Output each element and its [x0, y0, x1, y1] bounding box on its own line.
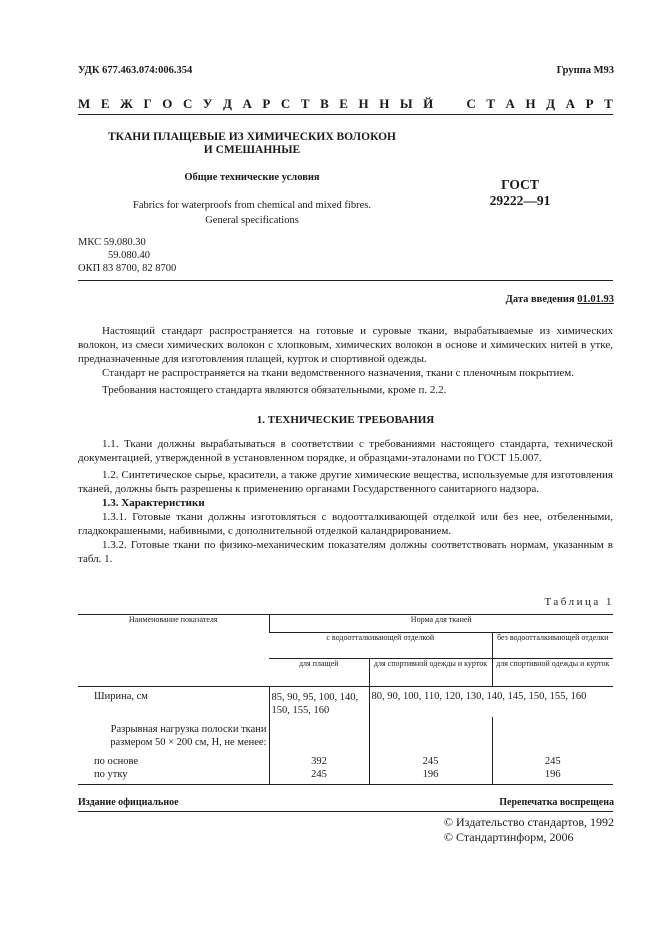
introduction-date: Дата введения 01.01.93	[505, 294, 614, 305]
table-row: Разрывная нагрузка полоски ткани размером 50 × 200 см, Н, не менее:	[78, 717, 613, 755]
header-indicator: Наименование показателя	[78, 615, 269, 687]
specifications-table	[78, 614, 613, 785]
document-subtitle: Общие технические условия	[184, 172, 320, 183]
paragraph: 1.1. Ткани должны вырабатываться в соответствии с требованиями настоящего стандарта, технической документацией, утвержденной в установленном порядке, и образцами-эталонами по ГОСТ 15.007.	[78, 438, 613, 464]
document-title: ТКАНИ ПЛАЩЕВЫЕ ИЗ ХИМИЧЕСКИХ ВОЛОКОН И СМЕШАННЫЕ	[107, 131, 397, 156]
subsection-heading: 1.3. Характеристики	[102, 497, 205, 509]
header-coats: для плащей	[269, 659, 369, 687]
paragraph: Стандарт не распространяется на ткани ведомственного назначения, ткани с пленочным покрытием.	[102, 367, 574, 379]
header-rule	[78, 114, 613, 115]
interstate-standard-heading: М Е Ж Г О С У Д А Р С Т В Е Н Н Ы Й С Т А Н Д А Р Т	[78, 96, 613, 111]
paragraph: Настоящий стандарт распространяется на готовые и суровые ткани, вырабатываемые из химических волокон, из смеси химических волокон с хлопковым, химических волокон в основе и химических нитей в утке, предназначенные для изготовления плащей, курток и спортивной одежды.	[78, 325, 613, 365]
official-edition: Издание официальное	[78, 797, 179, 808]
table-row: по утку 245 196 196	[78, 768, 613, 785]
table-caption: Таблица 1	[544, 596, 614, 608]
header-with-finish: с водоотталкивающей отделкой	[269, 633, 492, 659]
header-norm: Норма для тканей	[269, 615, 613, 633]
header-sport-no-finish: для спортивной одежды и курток	[492, 659, 613, 687]
udk-code: УДК 677.463.074:006.354	[78, 65, 193, 76]
paragraph: 1.3.1. Готовые ткани должны изготовляться с водоотталкивающей отделкой или без нее, отбеленными, гладкокрашеными, набивными, с дополнительной отделкой каландрированием.	[78, 511, 613, 537]
table-row: по основе 392 245 245	[78, 755, 613, 768]
header-sport: для спортивной одежды и курток	[369, 659, 492, 687]
document-body	[78, 324, 613, 566]
section-heading: 1. ТЕХНИЧЕСКИЕ ТРЕБОВАНИЯ	[256, 414, 435, 426]
gost-designation: ГОСТ 29222—91	[489, 177, 551, 208]
classification-codes: МКС 59.080.30 59.080.40 ОКП 83 8700, 82 8700	[78, 237, 177, 274]
codes-rule	[78, 280, 613, 281]
reprint-notice: Перепечатка воспрещена	[499, 797, 614, 808]
paragraph: 1.3.2. Готовые ткани по физико-механическим показателям должны соответствовать нормам, указанным в табл. 1.	[78, 539, 613, 565]
paragraph: 1.2. Синтетическое сырье, красители, а также другие химические вещества, используемые для изготовления тканей, должны быть разрешены к применению органами Государственного санитарного надзора.	[78, 469, 613, 495]
table-row: Ширина, см 85, 90, 95, 100, 140, 150, 155, 160 80, 90, 100, 110, 120, 130, 140, 145, 150, 155, 160	[78, 687, 613, 718]
paragraph: Требования настоящего стандарта являются обязательными, кроме п. 2.2.	[102, 384, 447, 396]
english-title: Fabrics for waterproofs from chemical and mixed fibres. General specifications	[133, 200, 371, 226]
copyright: © Издательство стандартов, 1992 © Стандартинформ, 2006	[443, 815, 614, 844]
footer-rule	[78, 811, 613, 812]
header-without-finish: без водоотталкивающей отделки	[492, 633, 613, 659]
group-code: Группа М93	[556, 65, 614, 76]
